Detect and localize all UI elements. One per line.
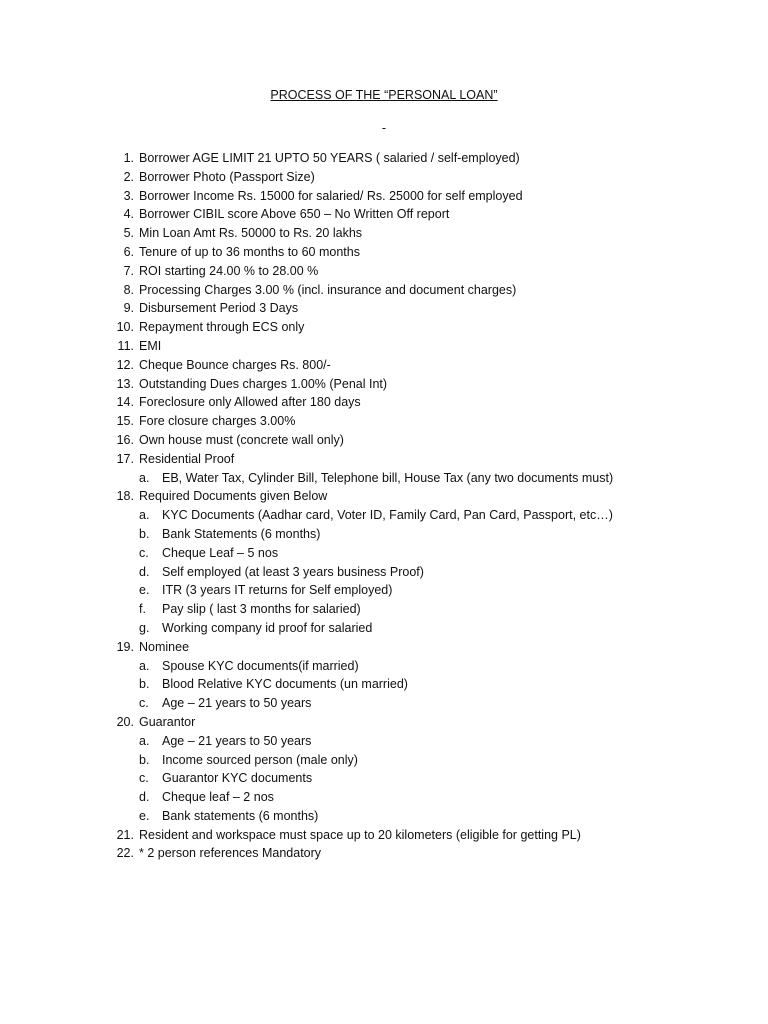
list-item (0, 375, 768, 394)
list-item (0, 262, 768, 281)
item-text: Borrower AGE LIMIT 21 UPTO 50 YEARS ( salaried / self-employed) (139, 151, 520, 165)
sub-list-item (0, 694, 768, 713)
list-item (0, 187, 768, 206)
list-item (0, 487, 768, 506)
item-text: ROI starting 24.00 % to 28.00 % (139, 263, 319, 278)
item-number: a. (139, 733, 150, 748)
item-number: 20. (116, 714, 134, 729)
requirements-list (0, 149, 768, 863)
item-number: 9. (123, 301, 134, 316)
item-text: Cheque leaf – 2 nos (162, 790, 274, 805)
item-number: 8. (123, 282, 134, 297)
sub-list-item (0, 544, 768, 563)
item-number: a. (139, 508, 150, 523)
item-text: EMI (139, 338, 162, 353)
item-number: g. (139, 620, 150, 635)
sub-list-item (0, 751, 768, 770)
list-item (0, 638, 768, 657)
item-number: c. (139, 696, 149, 711)
item-text: Guarantor (139, 714, 196, 729)
item-number: e. (139, 808, 150, 823)
sub-list-item (0, 675, 768, 694)
item-text: Blood Relative KYC documents (un married) (162, 677, 408, 692)
document-title: PROCESS OF THE “PERSONAL LOAN” (270, 88, 498, 102)
sub-list-item (0, 525, 768, 544)
sub-list-item (0, 506, 768, 525)
item-text: Min Loan Amt Rs. 50000 to Rs. 20 lakhs (139, 226, 363, 241)
item-number: 2. (123, 169, 134, 184)
item-number: c. (139, 771, 149, 786)
item-number: 7. (123, 263, 134, 278)
item-number: b. (139, 526, 150, 541)
list-item (0, 337, 768, 356)
item-text: Working company id proof for salaried (162, 620, 373, 635)
sub-list-item (0, 600, 768, 619)
item-number: 21. (116, 827, 134, 842)
item-text: EB, Water Tax, Cylinder Bill, Telephone bill, House Tax (any two documents must) (162, 470, 614, 485)
item-text: Self employed (at least 3 years business Proof) (162, 564, 424, 579)
sub-list-item (0, 469, 768, 488)
item-number: 15. (116, 414, 134, 429)
item-text: KYC Documents (Aadhar card, Voter ID, Family Card, Pan Card, Passport, etc…) (162, 508, 613, 523)
list-item (0, 713, 768, 732)
list-item (0, 243, 768, 262)
list-item (0, 412, 768, 431)
item-number: 5. (123, 226, 134, 241)
item-text: Borrower CIBIL score Above 650 – No Written Off report (139, 207, 450, 222)
item-text: Cheque Leaf – 5 nos (162, 545, 279, 560)
item-text: Guarantor KYC documents (162, 771, 313, 786)
title-dash: - (381, 121, 387, 135)
list-item (0, 826, 768, 845)
item-number: 11. (117, 338, 134, 353)
sub-list-item (0, 807, 768, 826)
item-number: d. (139, 564, 150, 579)
item-number: 3. (123, 188, 134, 203)
item-number: e. (139, 583, 150, 598)
list-item (0, 356, 768, 375)
item-number: 1. (123, 151, 134, 165)
item-text: Fore closure charges 3.00% (139, 414, 296, 429)
sub-list-item (0, 788, 768, 807)
item-number: 10. (116, 320, 134, 335)
item-number: 14. (116, 395, 134, 410)
item-number: a. (139, 658, 150, 673)
item-number: b. (139, 677, 150, 692)
item-number: 18. (116, 489, 134, 504)
item-text: * 2 person references Mandatory (139, 846, 322, 861)
item-text: Age – 21 years to 50 years (162, 696, 312, 711)
item-number: a. (139, 470, 150, 485)
item-text: Required Documents given Below (139, 489, 328, 504)
list-item (0, 844, 768, 863)
list-item (0, 281, 768, 300)
list-item (0, 299, 768, 318)
item-text: Processing Charges 3.00 % (incl. insurance and document charges) (139, 282, 517, 297)
item-text: Own house must (concrete wall only) (139, 432, 344, 447)
item-text: Age – 21 years to 50 years (162, 733, 312, 748)
item-text: Bank Statements (6 months) (162, 526, 321, 541)
list-item (0, 431, 768, 450)
item-number: 13. (116, 376, 134, 391)
list-item (0, 149, 768, 168)
item-number: 19. (116, 639, 134, 654)
item-text: Borrower Income Rs. 15000 for salaried/ Rs. 25000 for self employed (139, 188, 523, 203)
item-text: Cheque Bounce charges Rs. 800/- (139, 357, 331, 372)
item-number: b. (139, 752, 150, 767)
sub-list-item (0, 657, 768, 676)
item-number: d. (139, 790, 150, 805)
item-number: 17. (116, 451, 134, 466)
list-item (0, 224, 768, 243)
item-text: Nominee (139, 639, 190, 654)
item-number: 4. (123, 207, 134, 222)
item-text: Repayment through ECS only (139, 320, 305, 335)
sub-list-item (0, 563, 768, 582)
item-text: Resident and workspace must space up to 20 kilometers (eligible for getting PL) (139, 827, 581, 842)
item-number: 22. (116, 846, 134, 861)
item-text: Income sourced person (male only) (162, 752, 358, 767)
item-text: Spouse KYC documents(if married) (162, 658, 359, 673)
item-number: 16. (116, 432, 134, 447)
list-item (0, 168, 768, 187)
item-number: 6. (123, 244, 134, 259)
item-text: Foreclosure only Allowed after 180 days (139, 395, 361, 410)
sub-list-item (0, 619, 768, 638)
item-text: Borrower Photo (Passport Size) (139, 169, 315, 184)
item-number: f. (139, 602, 146, 617)
sub-list-item (0, 769, 768, 788)
list-item (0, 450, 768, 469)
item-number: c. (139, 545, 149, 560)
item-text: ITR (3 years IT returns for Self employed) (162, 583, 393, 598)
sub-list-item (0, 581, 768, 600)
item-text: Tenure of up to 36 months to 60 months (139, 244, 360, 259)
list-item (0, 205, 768, 224)
item-text: Pay slip ( last 3 months for salaried) (162, 602, 361, 617)
item-text: Bank statements (6 months) (162, 808, 319, 823)
item-number: 12. (116, 357, 134, 372)
list-item (0, 393, 768, 412)
list-item (0, 318, 768, 337)
item-text: Outstanding Dues charges 1.00% (Penal Int) (139, 376, 388, 391)
sub-list-item (0, 732, 768, 751)
item-text: Residential Proof (139, 451, 235, 466)
item-text: Disbursement Period 3 Days (139, 301, 299, 316)
